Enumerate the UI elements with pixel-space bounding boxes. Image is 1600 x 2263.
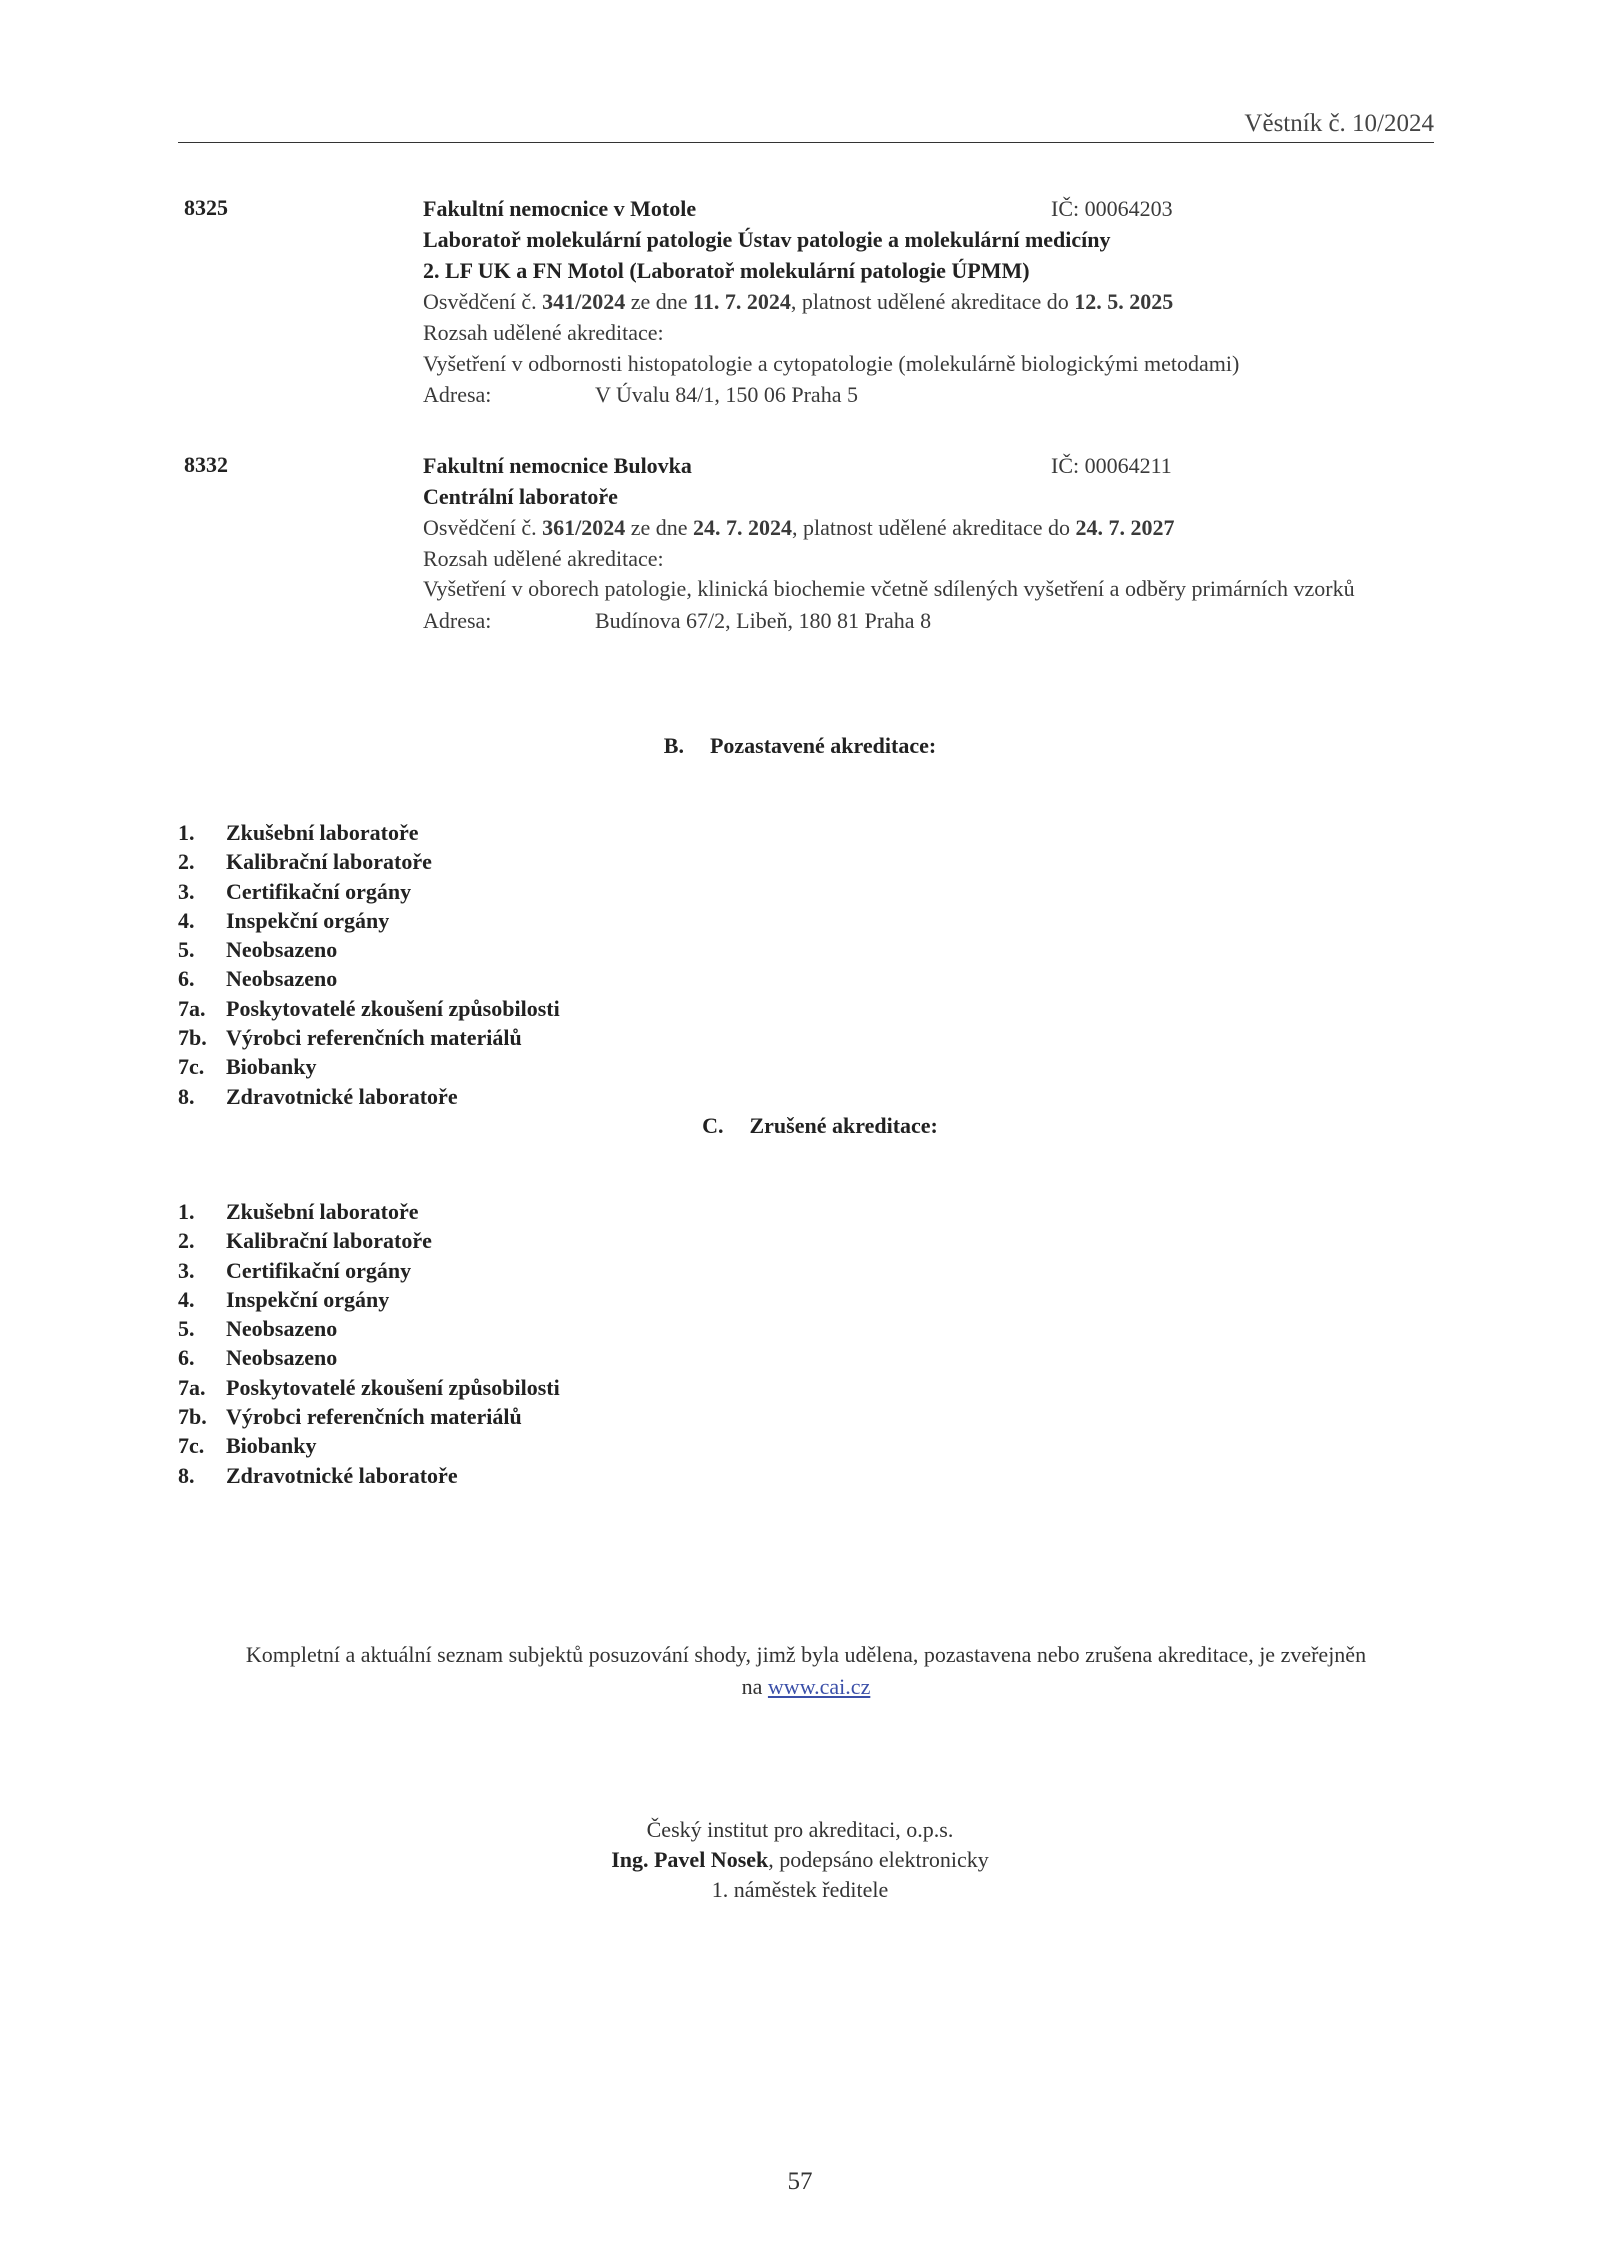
list-marker: 8.: [178, 1083, 195, 1109]
address-label: Adresa:: [423, 382, 492, 407]
list-item: [178, 1343, 560, 1372]
list-marker: 4.: [178, 907, 195, 933]
list-label: Výrobci referenčních materiálů: [226, 1025, 522, 1051]
registry-note: [178, 1639, 1434, 1703]
list-item: [178, 818, 560, 847]
list-marker: 8.: [178, 1462, 195, 1488]
list-label: Certifikační orgány: [226, 1257, 412, 1283]
entry-org-line: [423, 193, 1433, 224]
list-item: [178, 994, 560, 1023]
page-header: [178, 110, 1434, 143]
list-item: [178, 1461, 560, 1490]
address-value: Budínova 67/2, Libeň, 180 81 Praha 8: [595, 608, 932, 633]
entry-org: Fakultní nemocnice v Motole: [423, 196, 697, 221]
list-marker: 2.: [178, 1228, 195, 1254]
list-label: Poskytovatelé zkoušení způsobilosti: [226, 995, 560, 1021]
section-title: Zrušené akreditace:: [749, 1113, 938, 1138]
list-label: Zdravotnické laboratoře: [226, 1462, 458, 1488]
list-label: Zdravotnické laboratoře: [226, 1083, 458, 1109]
list-label: Biobanky: [226, 1433, 317, 1459]
list-label: Inspekční orgány: [226, 907, 390, 933]
cert-number: 361/2024: [542, 515, 626, 540]
entry-number: 8332: [184, 452, 228, 477]
section-c-list: [178, 1197, 560, 1490]
list-marker: 6.: [178, 966, 195, 992]
list-item: [178, 1285, 560, 1314]
note-link-line: [178, 1671, 1434, 1703]
cert-prefix: Osvědčení č.: [423, 515, 543, 540]
list-item: [178, 847, 560, 876]
section-c-heading: [0, 1113, 1600, 1139]
entry-certificate: [423, 286, 1433, 317]
list-marker: 6.: [178, 1345, 195, 1371]
list-item: [178, 1226, 560, 1255]
list-marker: 7a.: [178, 995, 206, 1021]
address-label: Adresa:: [423, 608, 492, 633]
list-marker: 5.: [178, 1316, 195, 1342]
list-label: Biobanky: [226, 1054, 317, 1080]
list-label: Neobsazeno: [226, 966, 338, 992]
entry-name-line: 2. LF UK a FN Motol (Laboratoř molekulární patologie ÚPMM): [423, 258, 1030, 283]
list-label: Certifikační orgány: [226, 878, 412, 904]
list-label: Neobsazeno: [226, 1345, 338, 1371]
entry-address-line: [423, 605, 1433, 636]
section-b-list: [178, 818, 560, 1111]
list-item: [178, 1373, 560, 1402]
entry-org: Fakultní nemocnice Bulovka: [423, 453, 692, 478]
list-item: [178, 1314, 560, 1343]
entry-scope-label: Rozsah udělené akreditace:: [423, 546, 664, 571]
list-marker: 4.: [178, 1286, 195, 1312]
list-marker: 3.: [178, 878, 195, 904]
section-letter: C.: [702, 1113, 724, 1138]
list-marker: 3.: [178, 1257, 195, 1283]
cert-mid: ze dne: [625, 289, 694, 314]
list-marker: 7b.: [178, 1025, 207, 1051]
list-label: Zkušební laboratoře: [226, 820, 419, 845]
list-item: [178, 964, 560, 993]
list-item: [178, 1052, 560, 1081]
list-item: [178, 1023, 560, 1052]
section-title: Pozastavené akreditace:: [709, 733, 937, 758]
signature-block: [0, 1815, 1600, 1905]
signature-note: , podepsáno elektronicky: [768, 1847, 989, 1872]
list-label: Kalibrační laboratoře: [226, 849, 432, 875]
entry-ic: IČ: 00064211: [1051, 453, 1172, 478]
list-item: [178, 1431, 560, 1460]
cert-mid2: , platnost udělené akreditace do: [790, 289, 1075, 314]
signature-institution: Český institut pro akreditaci, o.p.s.: [646, 1817, 954, 1842]
cert-date: 11. 7. 2024: [693, 289, 791, 314]
cai-website-link[interactable]: www.cai.cz: [767, 1674, 871, 1699]
list-marker: 1.: [178, 820, 195, 845]
cert-prefix: Osvědčení č.: [423, 289, 543, 314]
list-item: [178, 1256, 560, 1285]
entry-name-line: Laboratoř molekulární patologie Ústav patologie a molekulární medicíny: [423, 227, 1111, 252]
list-item: [178, 1082, 560, 1111]
section-b-heading: [0, 733, 1600, 759]
entry-scope-text: Vyšetření v odbornosti histopatologie a cytopatologie (molekulárně biologickými metodami): [423, 351, 1240, 376]
list-marker: 7c.: [178, 1054, 205, 1080]
list-marker: 1.: [178, 1199, 195, 1224]
cert-date: 24. 7. 2024: [693, 515, 793, 540]
list-item: [178, 1402, 560, 1431]
list-marker: 5.: [178, 937, 195, 963]
cert-number: 341/2024: [542, 289, 626, 314]
entry-number: 8325: [184, 195, 228, 220]
list-label: Kalibrační laboratoře: [226, 1228, 432, 1254]
list-label: Neobsazeno: [226, 1316, 338, 1342]
cert-valid-to: 12. 5. 2025: [1074, 289, 1174, 314]
list-marker: 7c.: [178, 1433, 205, 1459]
list-item: [178, 1197, 560, 1226]
list-item: [178, 906, 560, 935]
list-item: [178, 935, 560, 964]
cert-mid: ze dne: [625, 515, 694, 540]
entry-address-line: [423, 379, 1433, 410]
list-marker: 7b.: [178, 1404, 207, 1430]
list-label: Neobsazeno: [226, 937, 338, 963]
note-prefix: na: [741, 1674, 768, 1699]
entry-scope-label: Rozsah udělené akreditace:: [423, 320, 664, 345]
signature-line: [0, 1845, 1600, 1875]
entry-certificate: [423, 512, 1433, 543]
section-letter: B.: [663, 733, 684, 758]
list-label: Zkušební laboratoře: [226, 1199, 419, 1224]
entry-ic: IČ: 00064203: [1051, 196, 1173, 221]
list-label: Výrobci referenčních materiálů: [226, 1404, 522, 1430]
entry-org-line: [423, 450, 1433, 481]
note-text: Kompletní a aktuální seznam subjektů posuzování shody, jimž byla udělena, pozastavena nebo zrušena akreditace, je zveřejněn: [245, 1642, 1367, 1667]
list-marker: 2.: [178, 849, 195, 875]
cert-mid2: , platnost udělené akreditace do: [792, 515, 1076, 540]
entry-name-line: Centrální laboratoře: [423, 484, 618, 509]
address-value: V Úvalu 84/1, 150 06 Praha 5: [595, 382, 858, 407]
list-item: [178, 877, 560, 906]
entry-scope-text: Vyšetření v oborech patologie, klinická biochemie včetně sdílených vyšetření a odběry primárních vzorků: [423, 576, 1355, 601]
signatory-name: Ing. Pavel Nosek: [611, 1847, 769, 1872]
list-label: Poskytovatelé zkoušení způsobilosti: [226, 1374, 560, 1400]
page-number: 57: [787, 2168, 813, 2195]
journal-title: Věstník č. 10/2024: [1244, 110, 1434, 137]
list-marker: 7a.: [178, 1374, 206, 1400]
cert-valid-to: 24. 7. 2027: [1075, 515, 1175, 540]
list-label: Inspekční orgány: [226, 1286, 390, 1312]
signatory-role: 1. náměstek ředitele: [711, 1877, 889, 1902]
